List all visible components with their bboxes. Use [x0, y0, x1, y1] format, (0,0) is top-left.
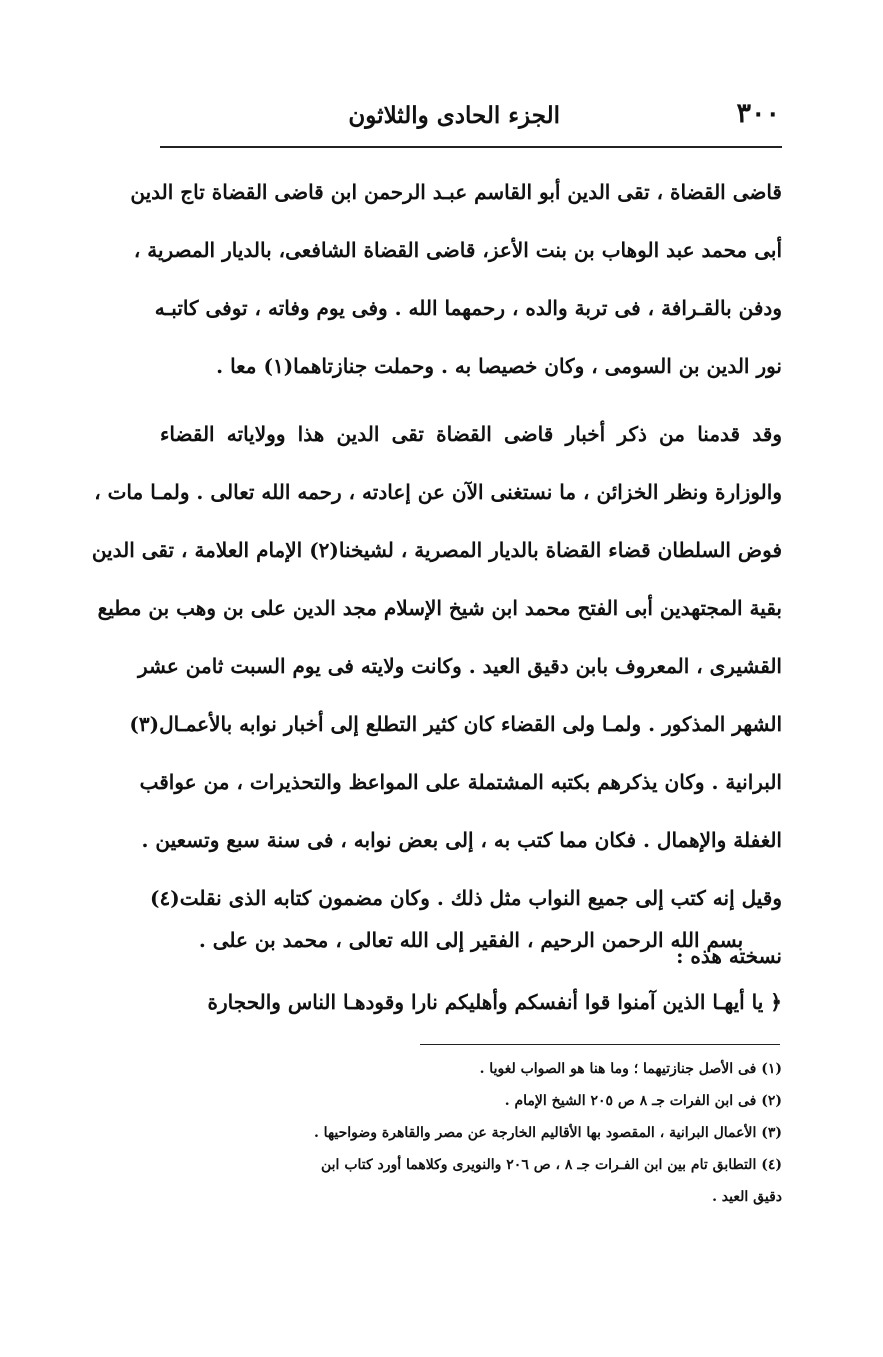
text-line: نسخته هذه : — [676, 944, 782, 968]
paragraph-gap — [160, 410, 782, 420]
text-line: بقية المجتهدين أبى الفتح محمد ابن شيخ الإسلام مجد الدين على بن وهب بن مطيع — [97, 596, 782, 620]
footnote: (٤) التطابق تام بين ابن الفـرات جـ ٨ ، ص ٢٠٦ والنويرى وكلاهما أورد كتاب ابن — [321, 1157, 782, 1173]
footnotes — [160, 1060, 782, 1220]
text-line: البرانية . وكان يذكرهم بكتبه المشتملة على المواعظ والتحذيرات ، من عواقب — [139, 770, 782, 794]
text-line: فوض السلطان قضاء القضاة بالديار المصرية ، لشيخنا(٢) الإمام العلامة ، تقى الدين — [91, 538, 782, 562]
text-line: ودفن بالقـرافة ، فى تربة والده ، رحمهما الله . وفى يوم وفاته ، توفى كاتبـه — [154, 296, 782, 320]
footnote-divider — [420, 1044, 780, 1045]
quran-verse-line: ﴿ يا أيهـا الذين آمنوا قوا أنفسكم وأهليكم نارا وقودهـا الناس والحجارة — [207, 990, 782, 1014]
text-line: أبى محمد عبد الوهاب بن بنت الأعز، قاضى القضاة الشافعى، بالديار المصرية ، — [133, 238, 782, 262]
text-line: والوزارة ونظر الخزائن ، ما نستغنى الآن عن إعادته ، رحمه الله تعالى . ولمـا مات ، — [94, 480, 782, 504]
text-line: القشيرى ، المعروف بابن دقيق العيد . وكانت ولايته فى يوم السبت ثامن عشر — [138, 654, 782, 678]
text-line: الشهر المذكور . ولمـا ولى القضاء كان كثير التطلع إلى أخبار نوابه بالأعمـال(٣) — [129, 712, 782, 736]
text-line: وقد قدمنا من ذكر أخبار قاضى القضاة تقى الدين هذا وولاياته القضاء — [160, 422, 782, 446]
text-line: الغفلة والإهمال . فكان مما كتب به ، إلى بعض نوابه ، فى سنة سبع وتسعين . — [141, 828, 782, 852]
footnote: (٢) فى ابن الفرات جـ ٨ ص ٢٠٥ الشيخ الإمام . — [504, 1093, 782, 1109]
text-line: وقيل إنه كتب إلى جميع النواب مثل ذلك . وكان مضمون كتابه الذى نقلت(٤) — [150, 886, 782, 910]
page-header — [160, 96, 780, 136]
main-text — [91, 178, 782, 1000]
text-line: قاضى القضاة ، تقى الدين أبو القاسم عبـد الرحمن ابن قاضى القضاة تاج الدين — [130, 180, 782, 204]
footnote-continuation: دقيق العيد . — [712, 1189, 782, 1205]
footnote: (١) فى الأصل جنازتيهما ؛ وما هنا هو الصواب لغويا . — [479, 1061, 782, 1077]
page-number: ٣٠٠ — [736, 98, 780, 129]
basmala-line: بسم الله الرحمن الرحيم ، الفقير إلى الله تعالى ، محمد بن على . — [198, 928, 744, 952]
header-divider — [160, 146, 782, 148]
footnote: (٣) الأعمال البرانية ، المقصود بها الأقاليم الخارجة عن مصر والقاهرة وضواحيها . — [313, 1125, 782, 1141]
text-line: نور الدين بن السومى ، وكان خصيصا به . وحملت جنازتاهما(١) معا . — [216, 354, 782, 378]
running-title: الجزء الحادى والثلاثون — [348, 102, 560, 129]
